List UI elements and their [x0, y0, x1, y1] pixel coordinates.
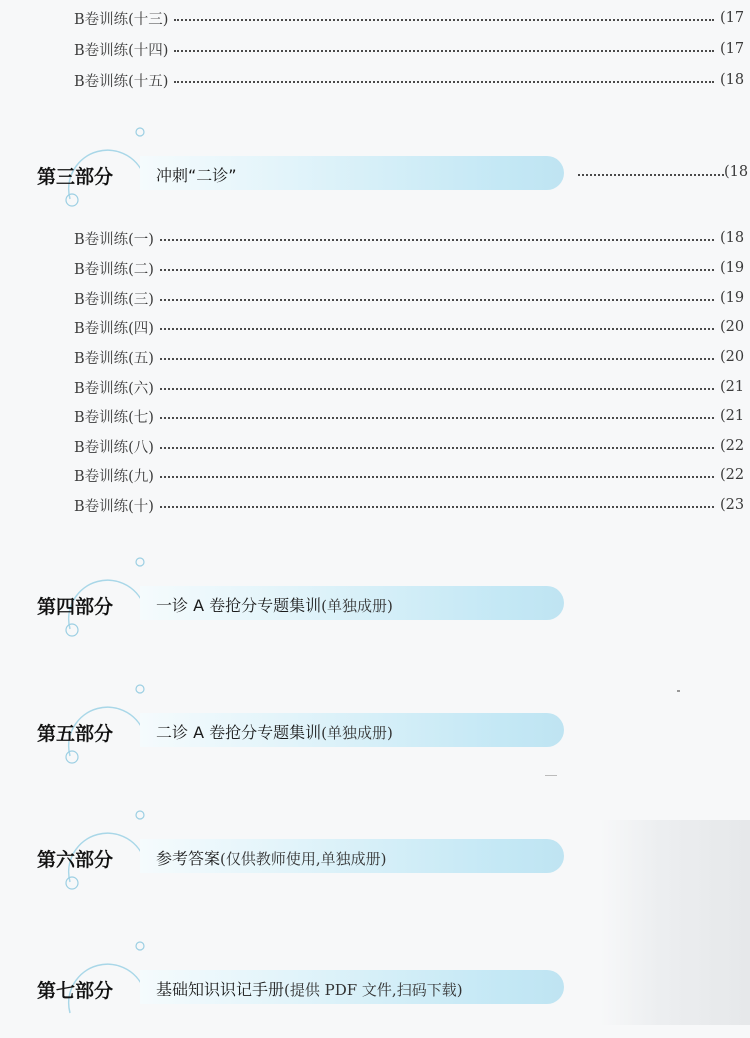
speck [545, 775, 557, 776]
dot-leader [174, 50, 714, 52]
dot-leader [160, 239, 714, 241]
part-title-main: 二诊 A 卷抢分专题集训 [156, 723, 322, 742]
toc-entry[interactable] [74, 7, 750, 29]
entry-label: B卷训练(八) [74, 439, 154, 456]
entry-label: B卷训练(十三) [74, 11, 169, 28]
entry-label: B卷训练(四) [74, 320, 154, 337]
page-fold-shadow [600, 820, 750, 1025]
part-title-main: 基础知识识记手册 [156, 980, 285, 999]
entry-label: B卷训练(二) [74, 261, 154, 278]
entry-page: (22 [720, 438, 745, 454]
dot-leader [160, 447, 714, 449]
dot-leader [160, 506, 714, 508]
dot-leader [160, 299, 714, 301]
entry-label: B卷训练(六) [74, 380, 154, 397]
entry-page: (23 [720, 497, 745, 513]
part-title [156, 846, 387, 869]
part-4-header[interactable] [30, 568, 750, 648]
entry-page: (21 [720, 379, 745, 395]
entry-label: B卷训练(九) [74, 468, 154, 485]
part-5-header[interactable] [30, 695, 750, 775]
entry-page: (17 [720, 41, 745, 57]
entry-page: (18 [720, 230, 745, 246]
entry-label: B卷训练(十四) [74, 42, 169, 59]
entry-label: B卷训练(三) [74, 291, 154, 308]
dot-leader [174, 81, 714, 83]
part-title-note: (仅供教师使用,单独成册) [220, 850, 387, 868]
toc-entry[interactable] [74, 435, 750, 457]
entry-label: B卷训练(七) [74, 409, 154, 426]
entry-label: B卷训练(一) [74, 231, 154, 248]
part-label: 第五部分 [37, 723, 114, 745]
dot-leader [160, 328, 714, 330]
toc-entry[interactable] [74, 346, 750, 368]
entry-page: (20 [720, 349, 745, 365]
toc-entry[interactable] [74, 405, 750, 427]
toc-entry[interactable] [74, 69, 750, 91]
part-3-header[interactable] [30, 138, 750, 218]
entry-label: B卷训练(十五) [74, 73, 169, 90]
entry-page: (19 [720, 290, 745, 306]
toc-entry[interactable] [74, 494, 750, 516]
dot-leader [160, 476, 714, 478]
toc-entry[interactable] [74, 287, 750, 309]
part-title [156, 720, 393, 743]
entry-label: B卷训练(五) [74, 350, 154, 367]
dot-leader [160, 417, 714, 419]
entry-page: (17 [720, 10, 745, 26]
part-title-main: 参考答案 [156, 849, 221, 868]
part-title [156, 593, 393, 616]
entry-label: B卷训练(十) [74, 498, 154, 515]
part-title-note: (单独成册) [321, 597, 393, 615]
toc-entry[interactable] [74, 38, 750, 60]
part-label: 第四部分 [37, 596, 114, 618]
part-title: 冲刺“二诊” [156, 166, 237, 185]
toc-entry[interactable] [74, 257, 750, 279]
dot-leader [174, 19, 714, 21]
part-title-main: 一诊 A 卷抢分专题集训 [156, 596, 322, 615]
part-title-note: (单独成册) [321, 724, 393, 742]
dot-leader [160, 388, 714, 390]
toc-entry[interactable] [74, 227, 750, 249]
dot-leader [578, 174, 724, 176]
entry-page: (22 [720, 467, 745, 483]
part-label: 第七部分 [37, 980, 114, 1002]
toc-entry[interactable] [74, 376, 750, 398]
entry-page: (19 [720, 260, 745, 276]
part-title-note: (提供 PDF 文件,扫码下载) [284, 981, 463, 999]
part-title [156, 977, 463, 1000]
entry-page: (18 [720, 72, 745, 88]
toc-entry[interactable] [74, 464, 750, 486]
part-page: (18 [724, 164, 749, 180]
toc-entry[interactable] [74, 316, 750, 338]
entry-page: (21 [720, 408, 745, 424]
part-label: 第三部分 [37, 166, 114, 188]
part-label: 第六部分 [37, 849, 114, 871]
dot-leader [160, 269, 714, 271]
entry-page: (20 [720, 319, 745, 335]
speck [677, 690, 680, 692]
dot-leader [160, 358, 714, 360]
